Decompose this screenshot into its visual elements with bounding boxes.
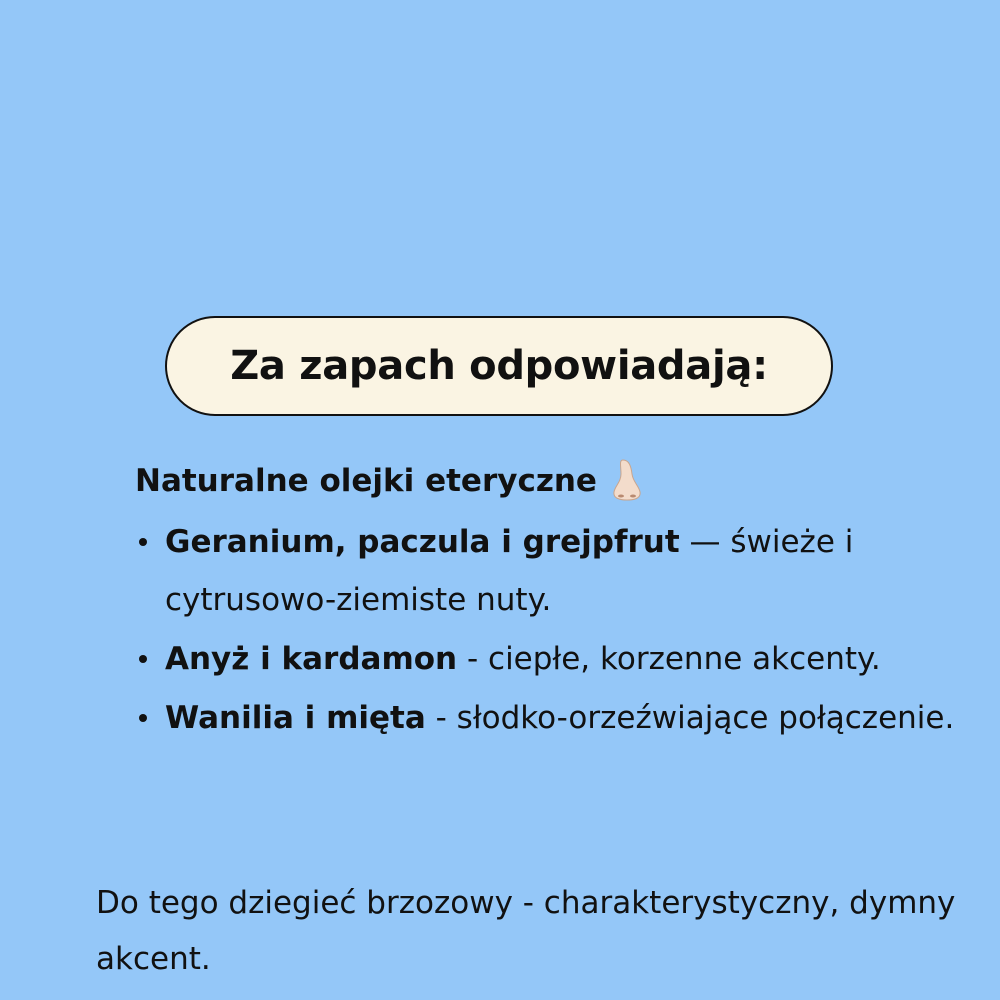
subheading-text: Naturalne olejki eteryczne <box>135 463 597 499</box>
ingredient-list <box>135 513 975 748</box>
subheading <box>135 458 645 504</box>
ingredient-description: — świeże i cytrusowo-ziemiste nuty. <box>165 524 854 618</box>
ingredient-term: Geranium, paczula i grejpfrut <box>165 524 680 560</box>
footer-text: Do tego dziegieć brzozowy - charakterystyczny, dymny akcent. <box>96 885 956 977</box>
list-item <box>135 689 975 747</box>
nose-icon <box>609 458 645 504</box>
list-item <box>135 513 975 629</box>
ingredient-description: - słodko-orzeźwiające połączenie. <box>425 700 955 736</box>
ingredient-term: Anyż i kardamon <box>165 641 458 677</box>
heading-pill <box>165 316 833 416</box>
heading-title: Za zapach odpowiadają: <box>230 343 768 389</box>
ingredient-description: - ciepłe, korzenne akcenty. <box>457 641 881 677</box>
list-item <box>135 630 975 688</box>
ingredient-term: Wanilia i mięta <box>165 700 426 736</box>
